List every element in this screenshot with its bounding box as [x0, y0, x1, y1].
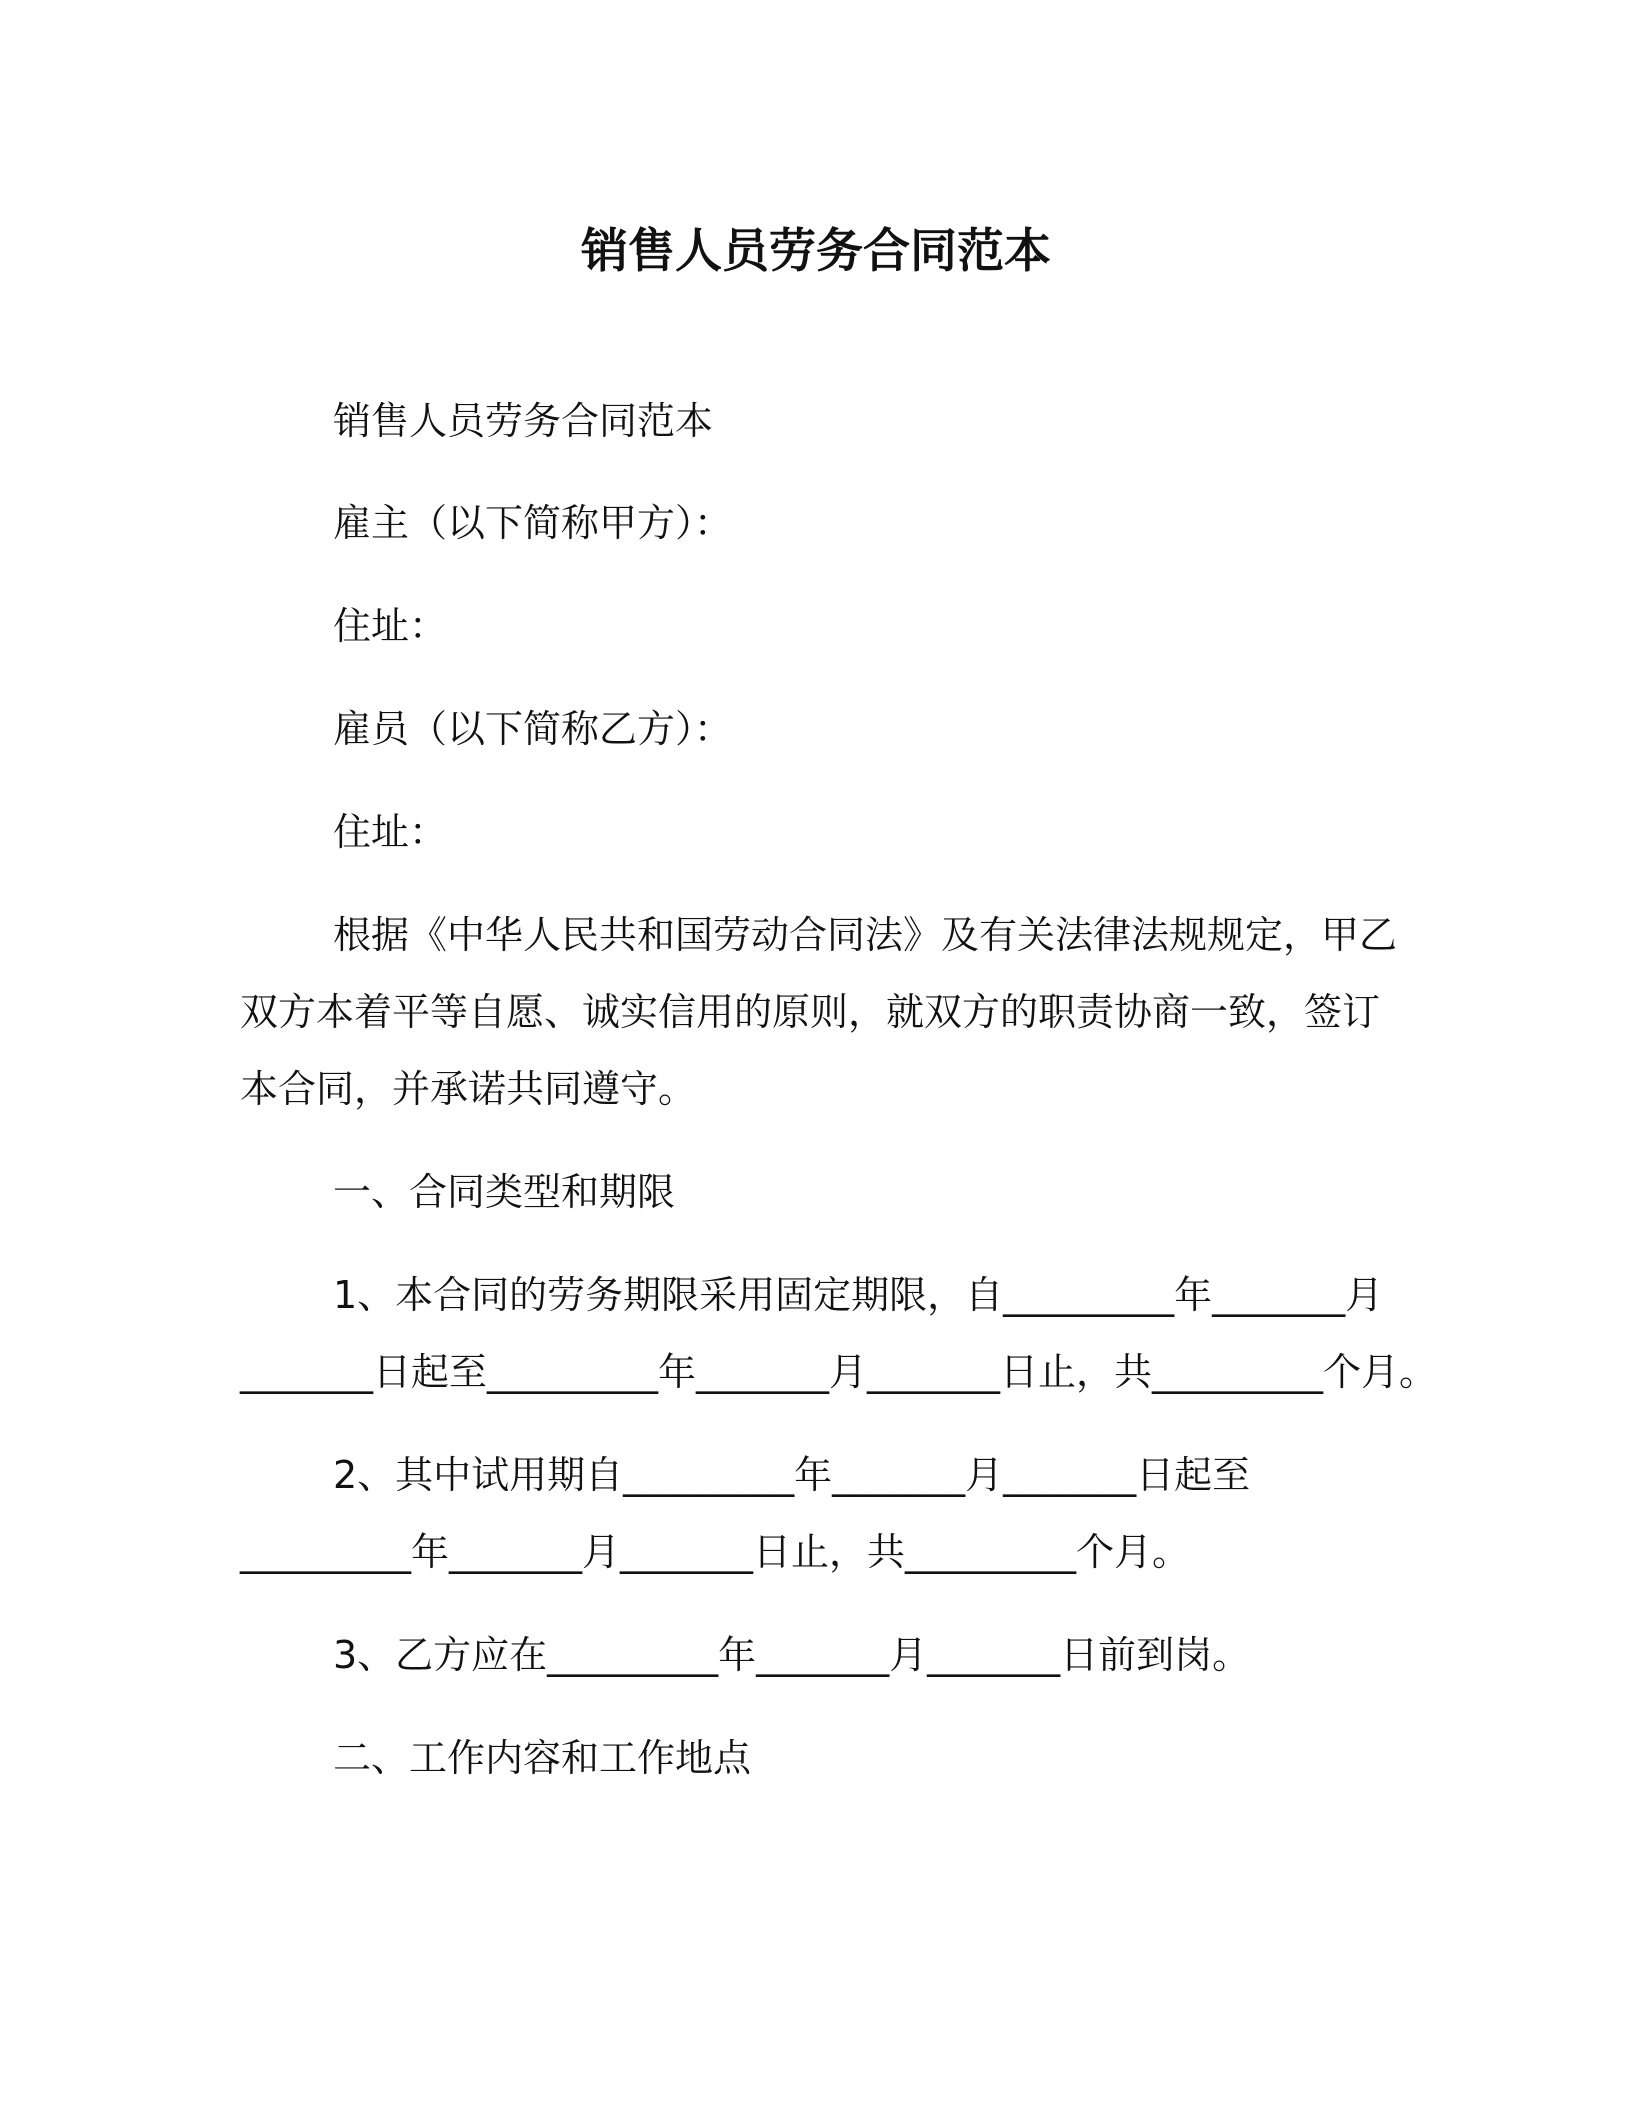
employee-address-line: 住址： [333, 810, 448, 854]
employer-line: 雇主（以下简称甲方）： [333, 501, 733, 545]
clause-3-line: 3、乙方应在_________年_______月_______日前到岗。 [333, 1633, 1251, 1677]
preamble-line-3: 本合同，并承诺共同遵守。 [240, 1067, 697, 1111]
preamble-line-2: 双方本着平等自愿、诚实信用的原则，就双方的职责协商一致，签订 [240, 990, 1381, 1034]
clause-1-line-1: 1、本合同的劳务期限采用固定期限，自_________年_______月 [333, 1273, 1384, 1317]
clause-2-line-1: 2、其中试用期自_________年_______月_______日起至 [333, 1453, 1251, 1497]
document-title: 销售人员劳务合同范本 [581, 224, 1051, 279]
clause-2-line-2: _________年_______月_______日止，共_________个月。 [240, 1530, 1191, 1574]
employee-line: 雇员（以下简称乙方）： [333, 707, 733, 751]
section-heading-1: 一、合同类型和期限 [333, 1170, 676, 1214]
employer-address-line: 住址： [333, 604, 448, 648]
preamble-line-1: 根据《中华人民共和国劳动合同法》及有关法律法规规定，甲乙 [333, 913, 1398, 957]
clause-1-line-2: _______日起至_________年_______月_______日止，共_________个月。 [240, 1350, 1438, 1394]
contract-name-line: 销售人员劳务合同范本 [333, 399, 714, 443]
section-heading-2: 二、工作内容和工作地点 [333, 1736, 752, 1780]
